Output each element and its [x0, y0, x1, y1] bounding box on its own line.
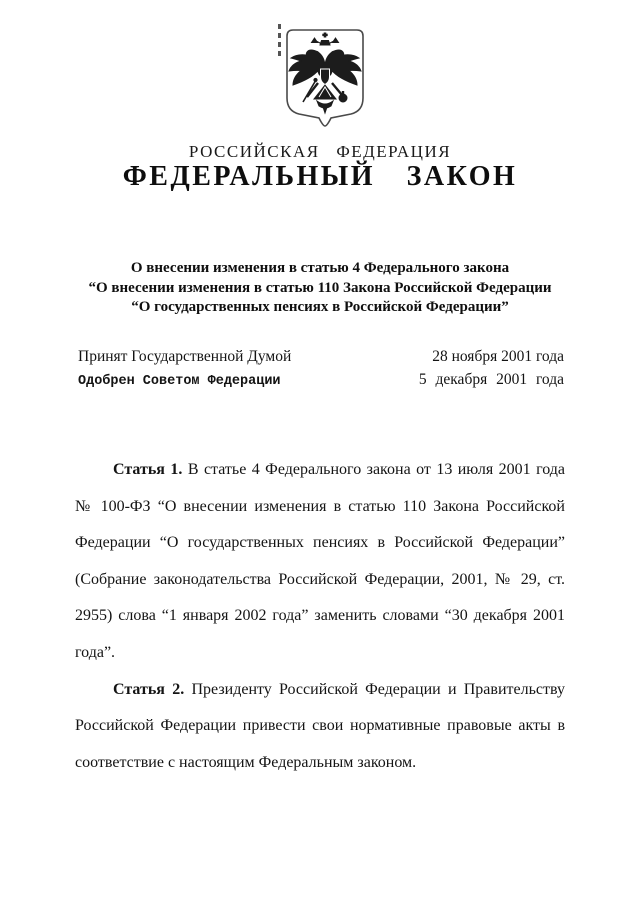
law-title — [40, 259, 600, 318]
article-1-text: В статье 4 Федерального закона от 13 июля 2001 года № 100-ФЗ “О внесении изменения в статью 110 Закона Российской Федерации “О государственных пенсиях в Российской Федерации” (Собрание законодательства Российской Федерации, 2001, № 29, ст. 2955) слова “1 января 2002 года” заменить словами “30 декабря 2001 года”. — [75, 461, 566, 661]
article-2-heading: Статья 2. — [113, 680, 185, 698]
country-name: РОССИЙСКАЯ ФЕДЕРАЦИЯ — [188, 142, 452, 161]
article-2-paragraph — [75, 672, 565, 782]
approved-by-council-date: 5 декабря 2001 года — [418, 371, 564, 388]
article-1-paragraph — [75, 452, 565, 672]
law-title-line3: “О государственных пенсиях в Российской Федерации” — [131, 299, 509, 315]
article-1-heading: Статья 1. — [113, 461, 183, 478]
law-body — [75, 452, 565, 781]
adopted-by-duma-row — [78, 348, 564, 371]
adopted-by-duma-date: 28 ноября 2001 года — [432, 348, 564, 365]
document-type-heading: ФЕДЕРАЛЬНЫЙ ЗАКОН — [122, 161, 518, 192]
law-title-line1: О внесении изменения в статью 4 Федерального закона — [130, 260, 510, 276]
adoption-block — [78, 348, 564, 394]
scan-artifact — [278, 24, 281, 56]
law-title-line2: “О внесении изменения в статью 110 Закона Российской Федерации — [88, 279, 552, 296]
approved-by-council-row — [78, 371, 564, 394]
adopted-by-duma-label: Принят Государственной Думой — [78, 348, 292, 365]
article-2-text: Президенту Российской Федерации и Правительству Российской Федерации привести свои нормативные правовые акты в соответствие с настоящим Федеральным законом. — [75, 680, 566, 771]
approved-by-council-label: Одобрен Советом Федерации — [78, 374, 281, 389]
russian-coat-of-arms-icon — [283, 27, 367, 128]
